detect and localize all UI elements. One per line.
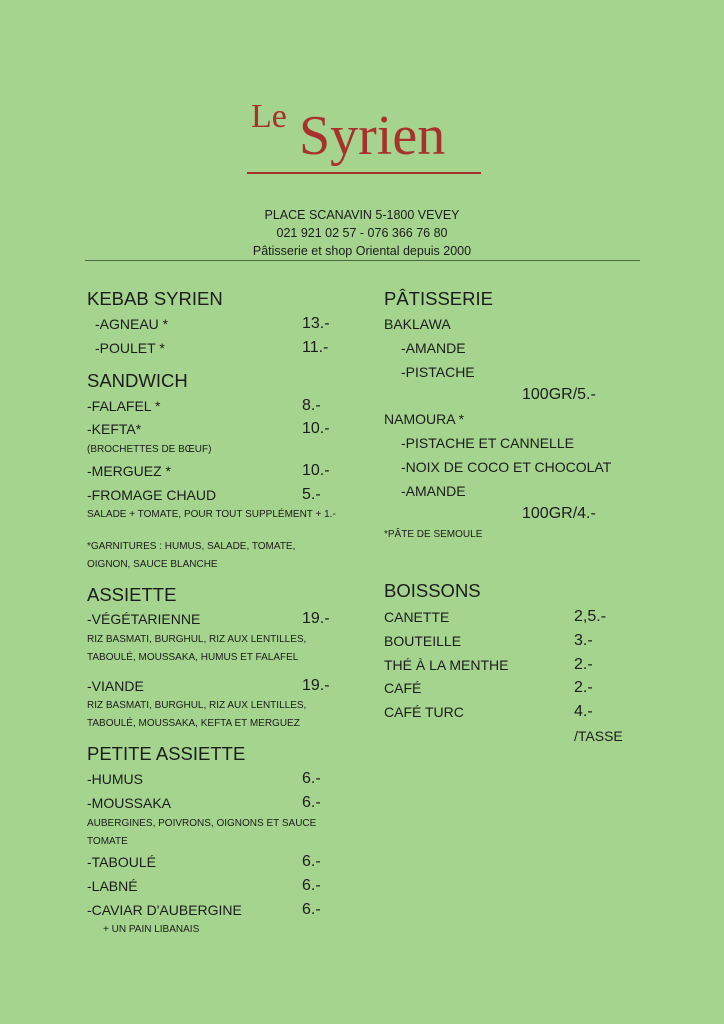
item-vegetarienne: -VÉGÉTARIENNE xyxy=(87,611,201,627)
phone-numbers: 021 921 02 57 - 076 366 76 80 xyxy=(276,226,448,240)
price-merguez: 10.- xyxy=(302,462,330,479)
item-baklawa-amande: -AMANDE xyxy=(401,340,466,356)
price-canette: 2,5.- xyxy=(574,608,607,625)
item-namoura-coco-chocolat: -NOIX DE COCO ET CHOCOLAT xyxy=(401,459,612,475)
note-tasse: /TASSE xyxy=(574,728,623,744)
price-fromage-chaud: 5.- xyxy=(302,486,321,503)
header-info xyxy=(0,206,724,260)
logo-syrien: Syrien xyxy=(299,105,446,167)
item-moussaka: -MOUSSAKA xyxy=(87,795,172,811)
price-kefta: 10.- xyxy=(302,420,330,437)
desc-vegetarienne-2: TABOULÉ, MOUSSAKA, HUMUS ET FALAFEL xyxy=(87,652,299,663)
section-title-kebab: KEBAB SYRIEN xyxy=(87,288,223,309)
item-namoura-pistache-cannelle: -PISTACHE ET CANNELLE xyxy=(401,435,574,451)
item-falafel: -FALAFEL * xyxy=(87,398,161,414)
item-kefta: -KEFTA* xyxy=(87,421,142,437)
item-namoura: NAMOURA * xyxy=(384,411,465,427)
item-cafe-turc: CAFÉ TURC xyxy=(384,704,464,720)
note-garnitures-1: *GARNITURES : HUMUS, SALADE, TOMATE, xyxy=(87,541,296,552)
logo-underline xyxy=(247,172,481,174)
section-title-petite-assiette: PETITE ASSIETTE xyxy=(87,743,246,764)
section-title-assiette: ASSIETTE xyxy=(87,584,177,605)
item-taboule: -TABOULÉ xyxy=(87,854,156,870)
price-cafe: 2.- xyxy=(574,679,593,696)
price-cafe-turc: 4.- xyxy=(574,703,593,720)
item-bouteille: BOUTEILLE xyxy=(384,633,462,649)
desc-vegetarienne-1: RIZ BASMATI, BURGHUL, RIZ AUX LENTILLES, xyxy=(87,634,307,645)
price-viande: 19.- xyxy=(302,677,330,694)
item-labne: -LABNÉ xyxy=(87,878,138,894)
address: PLACE SCANAVIN 5-1800 VEVEY xyxy=(264,208,460,222)
price-poulet: 11.- xyxy=(302,339,329,356)
item-namoura-amande: -AMANDE xyxy=(401,483,466,499)
price-falafel: 8.- xyxy=(302,397,321,414)
note-pain-libanais: + UN PAIN LIBANAIS xyxy=(103,924,200,935)
desc-moussaka-2: TOMATE xyxy=(87,836,128,847)
price-moussaka: 6.- xyxy=(302,794,321,811)
note-pate-semoule: *PÂTE DE SEMOULE xyxy=(384,529,483,540)
price-the-menthe: 2.- xyxy=(574,656,593,673)
item-caviar-aubergine: -CAVIAR D'AUBERGINE xyxy=(87,902,242,918)
price-bouteille: 3.- xyxy=(574,632,593,649)
note-garnitures-2: OIGNON, SAUCE BLANCHE xyxy=(87,559,218,570)
item-merguez: -MERGUEZ * xyxy=(87,463,171,479)
note-supplement: SALADE + TOMATE, POUR TOUT SUPPLÉMENT + 1.- xyxy=(87,509,336,520)
item-baklawa-pistache: -PISTACHE xyxy=(401,364,475,380)
item-poulet: -POULET * xyxy=(95,340,165,356)
section-title-boissons: BOISSONS xyxy=(384,580,481,601)
desc-moussaka-1: AUBERGINES, POIVRONS, OIGNONS ET SAUCE xyxy=(87,818,317,829)
price-baklawa: 100GR/5.- xyxy=(522,386,596,403)
price-caviar-aubergine: 6.- xyxy=(302,901,321,918)
note-kefta: (BROCHETTES DE BŒUF) xyxy=(87,444,212,455)
item-viande: -VIANDE xyxy=(87,678,144,694)
item-humus: -HUMUS xyxy=(87,771,143,787)
section-title-patisserie: PÂTISSERIE xyxy=(384,288,493,309)
logo xyxy=(247,92,487,192)
logo-le: Le xyxy=(251,98,287,135)
header-divider xyxy=(85,260,640,261)
item-cafe: CAFÉ xyxy=(384,680,422,696)
desc-viande-1: RIZ BASMATI, BURGHUL, RIZ AUX LENTILLES, xyxy=(87,700,307,711)
price-namoura: 100GR/4.- xyxy=(522,505,596,522)
item-baklawa: BAKLAWA xyxy=(384,316,451,332)
price-labne: 6.- xyxy=(302,877,321,894)
price-agneau: 13.- xyxy=(302,315,330,332)
price-vegetarienne: 19.- xyxy=(302,610,330,627)
section-title-sandwich: SANDWICH xyxy=(87,370,188,391)
tagline: Pâtisserie et shop Oriental depuis 2000 xyxy=(252,244,472,258)
item-canette: CANETTE xyxy=(384,609,450,625)
item-agneau: -AGNEAU * xyxy=(95,316,169,332)
price-taboule: 6.- xyxy=(302,853,321,870)
price-humus: 6.- xyxy=(302,770,321,787)
item-the-menthe: THÉ À LA MENTHE xyxy=(384,657,509,673)
desc-viande-2: TABOULÉ, MOUSSAKA, KEFTA ET MERGUEZ xyxy=(87,718,300,729)
item-fromage-chaud: -FROMAGE CHAUD xyxy=(87,487,217,503)
